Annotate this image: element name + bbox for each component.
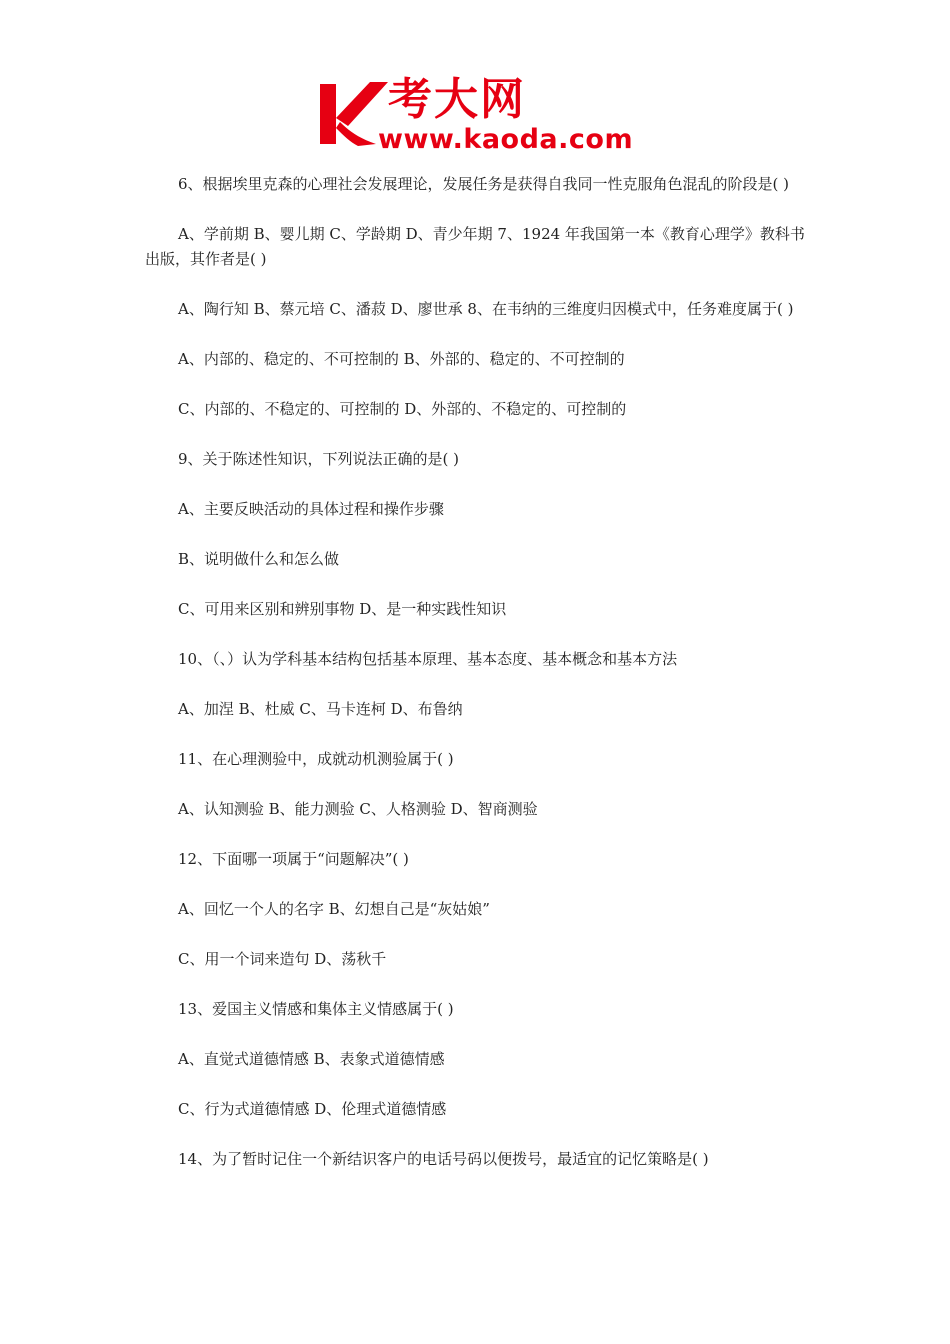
- question-list: [145, 172, 810, 1172]
- kaoda-logo: [318, 74, 638, 160]
- question-paragraph: 6、根据埃里克森的心理社会发展理论，发展任务是获得自我同一性克服角色混乱的阶段是( ): [178, 175, 790, 193]
- question-paragraph: 13、爱国主义情感和集体主义情感属于( ): [178, 1000, 454, 1018]
- question-paragraph: A、直觉式道德情感 B、表象式道德情感: [178, 1050, 445, 1068]
- question-paragraph: C、可用来区别和辨别事物 D、是一种实践性知识: [178, 600, 507, 618]
- question-paragraph: A、认知测验 B、能力测验 C、人格测验 D、智商测验: [178, 800, 538, 818]
- question-paragraph: A、加涅 B、杜威 C、马卡连柯 D、布鲁纳: [178, 700, 463, 718]
- question-paragraph: C、用一个词来造句 D、荡秋千: [178, 950, 387, 968]
- question-paragraph: A、内部的、稳定的、不可控制的 B、外部的、稳定的、不可控制的: [178, 350, 625, 368]
- question-paragraph: 12、下面哪一项属于“问题解决”( ): [178, 850, 409, 868]
- logo-chinese-text: 考大网: [388, 74, 526, 125]
- question-paragraph: C、行为式道德情感 D、伦理式道德情感: [178, 1100, 447, 1118]
- question-paragraph: B、说明做什么和怎么做: [178, 550, 340, 568]
- question-paragraph: A、陶行知 B、蔡元培 C、潘菽 D、廖世承 8、在韦纳的三维度归因模式中，任务难度属于( ): [178, 300, 794, 318]
- question-paragraph: A、回忆一个人的名字 B、幻想自己是“灰姑娘”: [178, 900, 490, 918]
- logo-url-text: www.kaoda.com: [378, 124, 634, 155]
- question-paragraph: 9、关于陈述性知识，下列说法正确的是( ): [178, 450, 460, 468]
- question-paragraph: 14、为了暂时记住一个新结识客户的电话号码以便拨号，最适宜的记忆策略是( ): [178, 1150, 709, 1168]
- question-paragraph: A、学前期 B、婴儿期 C、学龄期 D、青少年期 7、1924 年我国第一本《教育心理学》教科书出版，其作者是( ): [145, 225, 805, 268]
- question-paragraph: C、内部的、不稳定的、可控制的 D、外部的、不稳定的、可控制的: [178, 400, 627, 418]
- question-paragraph: 10、（、）认为学科基本结构包括基本原理、基本态度、基本概念和基本方法: [178, 650, 678, 668]
- question-paragraph: 11、在心理测验中，成就动机测验属于( ): [178, 750, 454, 768]
- question-paragraph: A、主要反映活动的具体过程和操作步骤: [178, 500, 444, 518]
